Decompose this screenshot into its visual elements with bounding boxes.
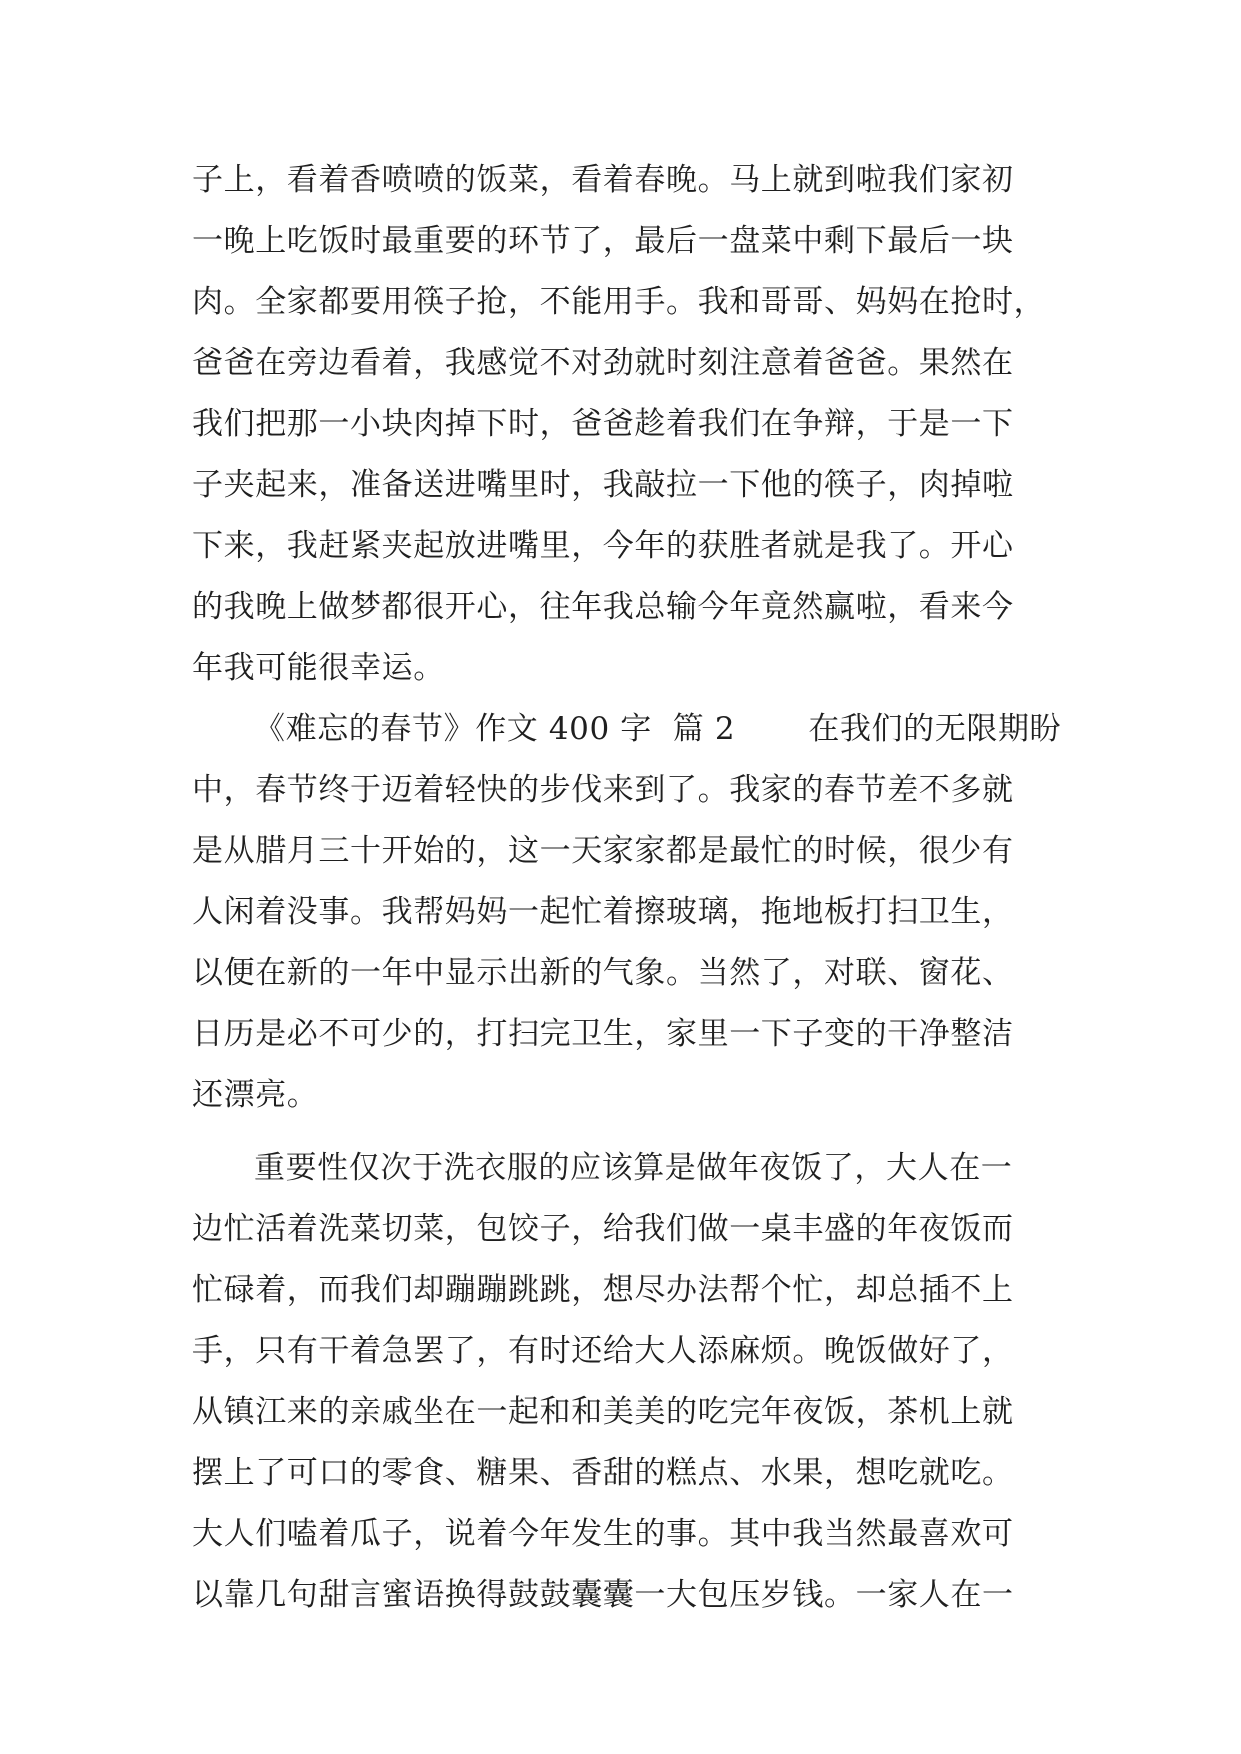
text-line: 摆上了可口的零食、糖果、香甜的糕点、水果，想吃就吃。 [192,1455,1014,1491]
text-line: 肉。全家都要用筷子抢，不能用手。我和哥哥、妈妈在抢时， [192,284,1046,320]
text-line: 边忙活着洗菜切菜，包饺子，给我们做一桌丰盛的年夜饭而 [192,1211,1014,1247]
paragraph-1 [192,150,1052,699]
text-line: 大人们嗑着瓜子，说着今年发生的事。其中我当然最喜欢可 [192,1516,1014,1552]
text-line: 年我可能很幸运。 [192,650,445,686]
text-line: 子上，看着香喷喷的饭菜，看着春晚。马上就到啦我们家初 [192,162,1014,198]
text-line: 中，春节终于迈着轻快的步伐来到了。我家的春节差不多就 [192,772,1014,808]
text-line: 忙碌着，而我们却蹦蹦跳跳，想尽办法帮个忙，却总插不上 [192,1272,1014,1308]
paragraph-2 [192,699,1062,1126]
document-body [192,150,1062,1626]
text-line: 还漂亮。 [192,1077,319,1113]
text-line: 重要性仅次于洗衣服的应该算是做年夜饭了，大人在一 [254,1150,1013,1186]
text-line: 下来，我赶紧夹起放进嘴里，今年的获胜者就是我了。开心 [192,528,1014,564]
text-line: 一晚上吃饭时最重要的环节了，最后一盘菜中剩下最后一块 [192,223,1014,259]
paragraph-spacer [192,1126,1052,1138]
text-line: 手，只有干着急罢了，有时还给大人添麻烦。晚饭做好了， [192,1333,1014,1369]
text-line: 是从腊月三十开始的，这一天家家都是最忙的时候，很少有 [192,833,1014,869]
text-line: 子夹起来，准备送进嘴里时，我敲拉一下他的筷子，肉掉啦 [192,467,1014,503]
text-line: 以便在新的一年中显示出新的气象。当然了，对联、窗花、 [192,955,1014,991]
text-line: 爸爸在旁边看着，我感觉不对劲就时刻注意着爸爸。果然在 [192,345,1014,381]
text-line: 人闲着没事。我帮妈妈一起忙着擦玻璃，拖地板打扫卫生， [192,894,1014,930]
text-line-heading: 《难忘的春节》作文 400 字 篇 2 在我们的无限期盼 [254,711,1062,747]
text-line: 我们把那一小块肉掉下时，爸爸趁着我们在争辩，于是一下 [192,406,1014,442]
text-line: 日历是必不可少的，打扫完卫生，家里一下子变的干净整洁 [192,1016,1014,1052]
text-line: 以靠几句甜言蜜语换得鼓鼓囊囊一大包压岁钱。一家人在一 [192,1577,1014,1613]
text-line: 从镇江来的亲戚坐在一起和和美美的吃完年夜饭，茶机上就 [192,1394,1014,1430]
paragraph-3 [192,1138,1052,1626]
text-line: 的我晚上做梦都很开心，往年我总输今年竟然赢啦，看来今 [192,589,1014,625]
